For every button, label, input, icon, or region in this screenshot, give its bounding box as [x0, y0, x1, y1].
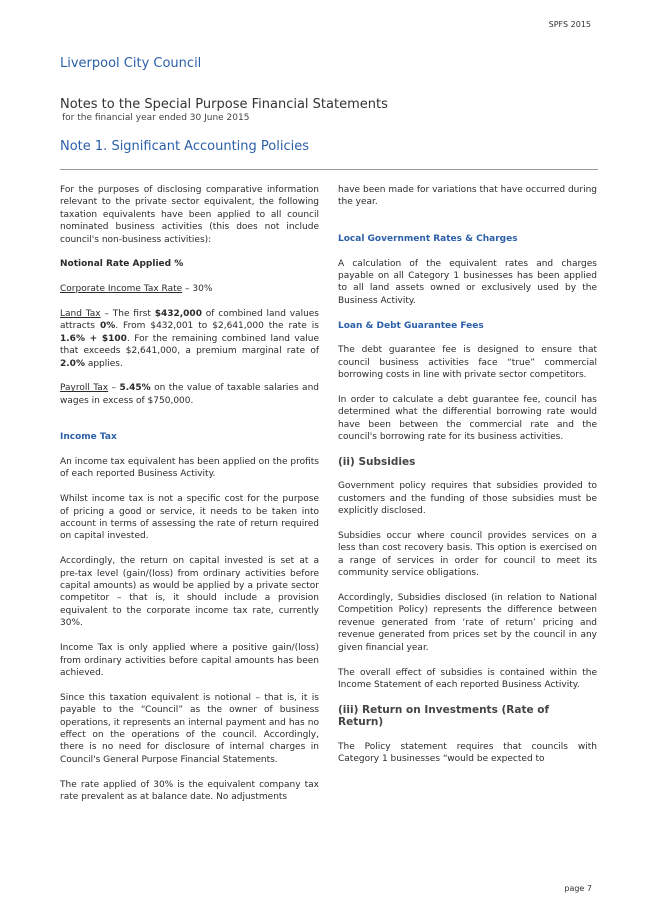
land-tax-text: . From $432,001 to $2,641,000 the rate is: [115, 321, 319, 332]
payroll-tax-label: Payroll Tax: [60, 383, 109, 394]
rates-paragraph: A calculation of the equivalent rates and charges payable on all Category 1 businesses has been applied to all land assets owned or exclusively used by the Business Activity.: [338, 258, 597, 306]
document-title: Notes to the Special Purpose Financial Statements: [60, 97, 388, 112]
land-tax-text: . For the remaining combined land value that exceeds $2,641,000, a premium marginal rate of: [60, 333, 319, 357]
land-tax-text: applies.: [84, 358, 123, 369]
note-title: Note 1. Significant Accounting Policies: [60, 139, 309, 154]
left-column: [60, 184, 319, 816]
intro-paragraph: For the purposes of disclosing comparative information relevant to the private sector equivalent, the following taxation equivalents have been applied to all council nominated business activities (this does not include council's non-business activities):: [60, 185, 319, 245]
land-tax-text: – The first: [100, 309, 155, 320]
payroll-tax-rate: 5.45%: [119, 383, 151, 394]
land-tax-threshold: $432,000: [154, 309, 202, 320]
right-column: [338, 184, 597, 778]
document-subtitle: for the financial year ended 30 June 2015: [62, 113, 250, 123]
subsidies-paragraph-2: Subsidies occur where council provides services on a less than cost recovery basis. This option is exercised on a range of services in order for council to meet its community service obligations.: [338, 531, 597, 579]
payroll-tax-text: on the value of taxable salaries and wages in excess of $750,000.: [60, 383, 319, 406]
income-tax-paragraph-2: Whilst income tax is not a specific cost for the purpose of pricing a good or service, it needs to be taken into account in terms of assessing the rate of return required on capital invested.: [60, 494, 319, 542]
roi-paragraph: The Policy statement requires that councils with Category 1 businesses “would be expected to: [338, 741, 597, 764]
continued-paragraph: have been made for variations that have occurred during the year.: [338, 185, 597, 208]
land-tax-rate: 2.0%: [60, 358, 85, 369]
document-code: SPFS 2015: [548, 20, 591, 29]
page-number: page 7: [564, 884, 592, 893]
local-government-rates-heading: Local Government Rates & Charges: [338, 233, 518, 244]
land-tax-label: Land Tax: [60, 309, 101, 320]
notional-rate-heading: Notional Rate Applied %: [60, 259, 184, 270]
land-tax-rate: 1.6% + $100: [60, 333, 127, 344]
header-divider: [60, 169, 598, 170]
loan-paragraph-2: In order to calculate a debt guarantee fee, council has determined what the differential borrowing rate would have been between the commercial rate and the council's borrowing rate for its business activities.: [338, 395, 597, 443]
income-tax-paragraph-4: Income Tax is only applied where a positive gain/(loss) from ordinary activities before capital amounts has been achieved.: [60, 643, 319, 678]
land-tax-rate: 0%: [99, 321, 116, 332]
corporate-tax-rate: – 30%: [182, 284, 213, 295]
subsidies-heading: (ii) Subsidies: [338, 456, 416, 469]
payroll-tax-text: –: [108, 383, 120, 394]
loan-paragraph-1: The debt guarantee fee is designed to ensure that council business activities face “true” commercial borrowing costs in line with private sector competitors.: [338, 345, 597, 381]
income-tax-paragraph-1: An income tax equivalent has been applied on the profits of each reported Business Activity.: [60, 457, 319, 480]
payroll-tax-paragraph: [60, 382, 319, 407]
corporate-tax-label: Corporate Income Tax Rate: [60, 284, 183, 295]
income-tax-paragraph-3: Accordingly, the return on capital invested is set at a pre-tax level (gain/(loss) from ordinary activities before capital amounts) as would be applied by a private sector competitor – that is, it should include a provision equivalent to the corporate income tax rate, currently 30%.: [60, 556, 319, 629]
income-tax-paragraph-5: Since this taxation equivalent is notional – that is, it is payable to the “Council” as the owner of business operations, it represents an internal payment and has no effect on the operations of the council. Accordingly, there is no need for disclosure of internal charges in Council's General Purpose Financial Statements.: [60, 692, 319, 765]
subsidies-paragraph-3: Accordingly, Subsidies disclosed (in relation to National Competition Policy) represents the difference between revenue generated from ‘rate of return’ pricing and revenue generated from prices set by the council in any given financial year.: [338, 593, 597, 653]
land-tax-paragraph: [60, 308, 319, 370]
subsidies-paragraph-4: The overall effect of subsidies is contained within the Income Statement of each reported Business Activity.: [338, 667, 597, 690]
land-tax-text: of combined land values attracts: [60, 309, 319, 332]
income-tax-heading: Income Tax: [60, 432, 117, 443]
loan-guarantee-heading: Loan & Debt Guarantee Fees: [338, 320, 484, 331]
subsidies-paragraph-1: Government policy requires that subsidies provided to customers and the funding of those subsidies must be explicitly disclosed.: [338, 481, 597, 517]
organisation-name: Liverpool City Council: [60, 56, 202, 71]
return-on-investments-heading: (iii) Return on Investments (Rate of Return): [338, 703, 550, 729]
corporate-tax-paragraph: [60, 283, 319, 295]
income-tax-paragraph-6: The rate applied of 30% is the equivalent company tax rate prevalent as at balance date. No adjustments: [60, 779, 319, 802]
